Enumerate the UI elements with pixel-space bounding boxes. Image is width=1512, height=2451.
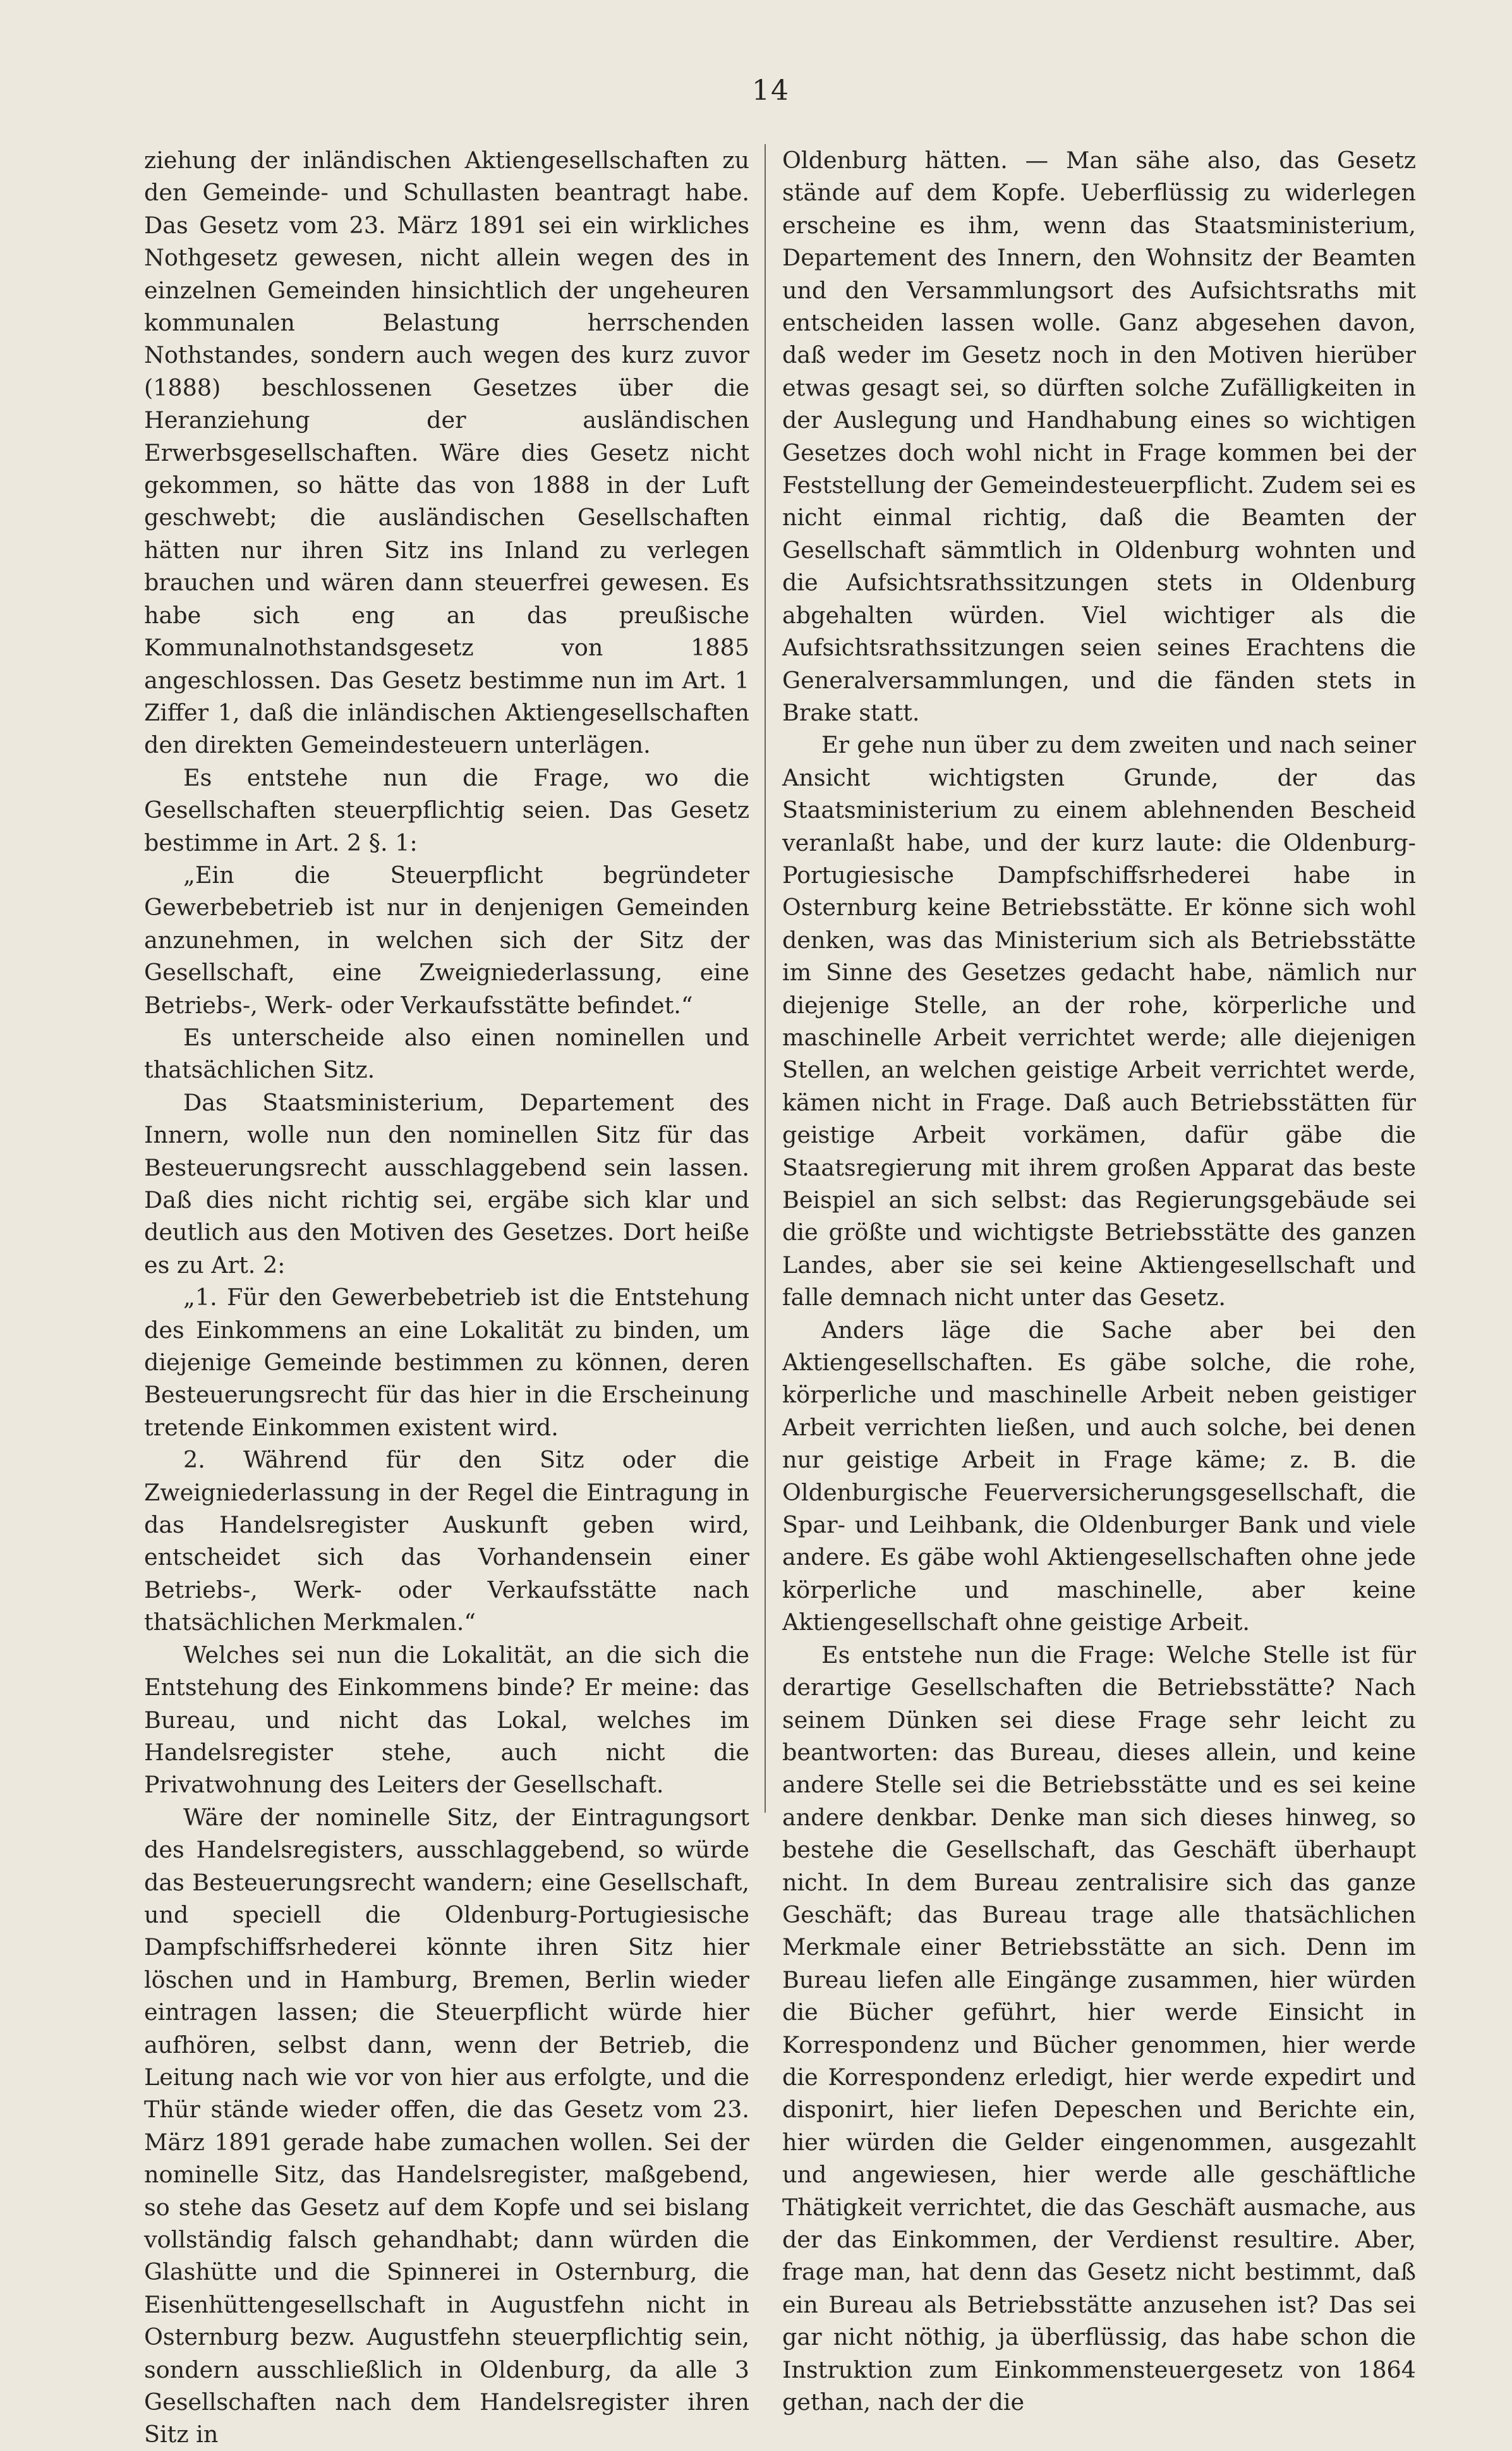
paragraph: Wäre der nominelle Sitz, der Eintragungsort des Handelsregisters, ausschlaggebend, so würde das Besteuerungsrecht wandern; eine Gesellschaft, und speciell die Oldenburg-Portugiesische Dampfschiffsrhederei könnte ihren Sitz hier löschen und in Hamburg, Bremen, Berlin wieder eintragen lassen; die Steuerpflicht würde hier aufhören, selbst dann, wenn der Betrieb, die Leitung nach wie vor von hier aus erfolgte, und die Thür stände wieder offen, die das Gesetz vom 23. März 1891 gerade habe zumachen wollen. Sei der nominelle Sitz, das Handelsregister, maßgebend, so stehe das Gesetz auf dem Kopfe und sei bislang vollständig falsch gehandhabt; dann würden die Glashütte und die Spinnerei in Osternburg, die Eisenhüttengesellschaft in Augustfehn nicht in Osternburg bezw. Augustfehn steuerpflichtig sein, sondern ausschließlich in Oldenburg, da alle 3 Gesellschaften nach dem Handelsregister ihren Sitz in: [144, 1803, 749, 2448]
page-number: 14: [752, 75, 790, 107]
paragraph: Welches sei nun die Lokalität, an die sich die Entstehung des Einkommens binde? Er meine: das Bureau, und nicht das Lokal, welches im Handelsregister stehe, auch nicht die Privatwohnung des Leiters der Gesellschaft.: [144, 1641, 749, 1799]
right-column: [782, 144, 1416, 2416]
left-column: [144, 144, 749, 2448]
paragraph: ziehung der inländischen Aktiengesellschaften zu den Gemeinde- und Schullasten beantragt habe. Das Gesetz vom 23. März 1891 sei ein wirkliches Nothgesetz gewesen, nicht allein wegen des in einzelnen Gemeinden hinsichtlich der ungeheuren kommunalen Belastung herrschenden Nothstandes, sondern auch wegen des kurz zuvor (1888) beschlossenen Gesetzes über die Heranziehung der ausländischen Erwerbsgesellschaften. Wäre dies Gesetz nicht gekommen, so hätte das von 1888 in der Luft geschwebt; die ausländischen Gesellschaften hätten nur ihren Sitz ins Inland zu verlegen brauchen und wären dann steuerfrei gewesen. Es habe sich eng an das preußische Kommunalnothstandsgesetz von 1885 angeschlossen. Das Gesetz bestimme nun im Art. 1 Ziffer 1, daß die inländischen Aktiengesellschaften den direkten Gemeindesteuern unterlägen.: [144, 147, 749, 759]
quoted-paragraph: „1. Für den Gewerbebetrieb ist die Entstehung des Einkommens an eine Lokalität zu binden, um diejenige Gemeinde bestimmen zu können, deren Besteuerungsrecht für das hier in die Erscheinung tretende Einkommen existent wird.: [144, 1284, 749, 1441]
paragraph: Es entstehe nun die Frage: Welche Stelle ist für derartige Gesellschaften die Betriebsstätte? Nach seinem Dünken sei diese Frage sehr leicht zu beantworten: das Bureau, dieses allein, und keine andere Stelle sei die Betriebsstätte und es sei keine andere denkbar. Denke man sich dieses hinweg, so bestehe die Gesellschaft, das Geschäft überhaupt nicht. In dem Bureau zentralisire sich das ganze Geschäft; das Bureau trage alle thatsächlichen Merkmale einer Betriebsstätte an sich. Denn im Bureau liefen alle Eingänge zusammen, hier würden die Bücher geführt, hier werde Einsicht in Korrespondenz und Bücher genommen, hier werde die Korrespondenz erledigt, hier werde expedirt und disponirt, hier liefen Depeschen und Berichte ein, hier würden die Gelder eingenommen, ausgezahlt und angewiesen, hier werde alle geschäftliche Thätigkeit verrichtet, die das Geschäft ausmache, aus der das Einkommen, der Verdienst resultire. Aber, frage man, hat denn das Gesetz nicht bestimmt, daß ein Bureau als Betriebsstätte anzusehen ist? Das sei gar nicht nöthig, ja überflüssig, das habe schon die Instruktion zum Einkommensteuergesetz von 1864 gethan, nach der die: [782, 1641, 1416, 2416]
column-divider: [765, 144, 766, 1813]
quoted-paragraph: 2. Während für den Sitz oder die Zweigniederlassung in der Regel die Eintragung in das Handelsregister Auskunft geben wird, entscheidet sich das Vorhandensein einer Betriebs-, Werk- oder Verkaufsstätte nach thatsächlichen Merkmalen.“: [144, 1446, 749, 1636]
paragraph: Er gehe nun über zu dem zweiten und nach seiner Ansicht wichtigsten Grunde, der das Staatsministerium zu einem ablehnenden Bescheid veranlaßt habe, und der kurz laute: die Oldenburg-Portugiesische Dampfschiffsrhederei habe in Osternburg keine Betriebsstätte. Er könne sich wohl denken, was das Ministerium sich als Betriebsstätte im Sinne des Gesetzes gedacht habe, nämlich nur diejenige Stelle, an der rohe, körperliche und maschinelle Arbeit verrichtet werde; alle diejenigen Stellen, an welchen geistige Arbeit verrichtet werde, kämen nicht in Frage. Daß auch Betriebsstätten für geistige Arbeit vorkämen, dafür gäbe die Staatsregierung mit ihrem großen Apparat das beste Beispiel an sich selbst: das Regierungsgebäude sei die größte und wichtigste Betriebsstätte des ganzen Landes, aber sie sei keine Aktiengesellschaft und falle demnach nicht unter das Gesetz.: [782, 731, 1416, 1311]
paragraph: Anders läge die Sache aber bei den Aktiengesellschaften. Es gäbe solche, die rohe, körperliche und maschinelle Arbeit neben geistiger Arbeit verrichten ließen, und auch solche, bei denen nur geistige Arbeit in Frage käme; z. B. die Oldenburgische Feuerversicherungsgesellschaft, die Spar- und Leihbank, die Oldenburger Bank und viele andere. Es gäbe wohl Aktiengesellschaften ohne jede körperliche und maschinelle, aber keine Aktiengesellschaft ohne geistige Arbeit.: [782, 1316, 1416, 1636]
paragraph: Oldenburg hätten. — Man sähe also, das Gesetz stände auf dem Kopfe. Ueberflüssig zu widerlegen erscheine es ihm, wenn das Staatsministerium, Departement des Innern, den Wohnsitz der Beamten und den Versammlungsort des Aufsichtsraths mit entscheiden lassen wolle. Ganz abgesehen davon, daß weder im Gesetz noch in den Motiven hierüber etwas gesagt sei, so dürften solche Zufälligkeiten in der Auslegung und Handhabung eines so wichtigen Gesetzes doch wohl nicht in Frage kommen bei der Feststellung der Gemeindesteuerpflicht. Zudem sei es nicht einmal richtig, daß die Beamten der Gesellschaft sämmtlich in Oldenburg wohnten und die Aufsichtsrathssitzungen stets in Oldenburg abgehalten würden. Viel wichtiger als die Aufsichtsrathssitzungen seien seines Erachtens die Generalversammlungen, und die fänden stets in Brake statt.: [782, 147, 1416, 726]
paragraph: Es entstehe nun die Frage, wo die Gesellschaften steuerpflichtig seien. Das Gesetz bestimme in Art. 2 §. 1:: [144, 763, 749, 856]
paragraph: Das Staatsministerium, Departement des Innern, wolle nun den nominellen Sitz für das Besteuerungsrecht ausschlaggebend sein lassen. Daß dies nicht richtig sei, ergäbe sich klar und deutlich aus den Motiven des Gesetzes. Dort heiße es zu Art. 2:: [144, 1088, 749, 1279]
quoted-paragraph: „Ein die Steuerpflicht begründeter Gewerbebetrieb ist nur in denjenigen Gemeinden anzunehmen, in welchen sich der Sitz der Gesellschaft, eine Zweigniederlassung, eine Betriebs-, Werk- oder Verkaufsstätte befindet.“: [144, 861, 749, 1019]
paragraph: Es unterscheide also einen nominellen und thatsächlichen Sitz.: [144, 1023, 749, 1084]
